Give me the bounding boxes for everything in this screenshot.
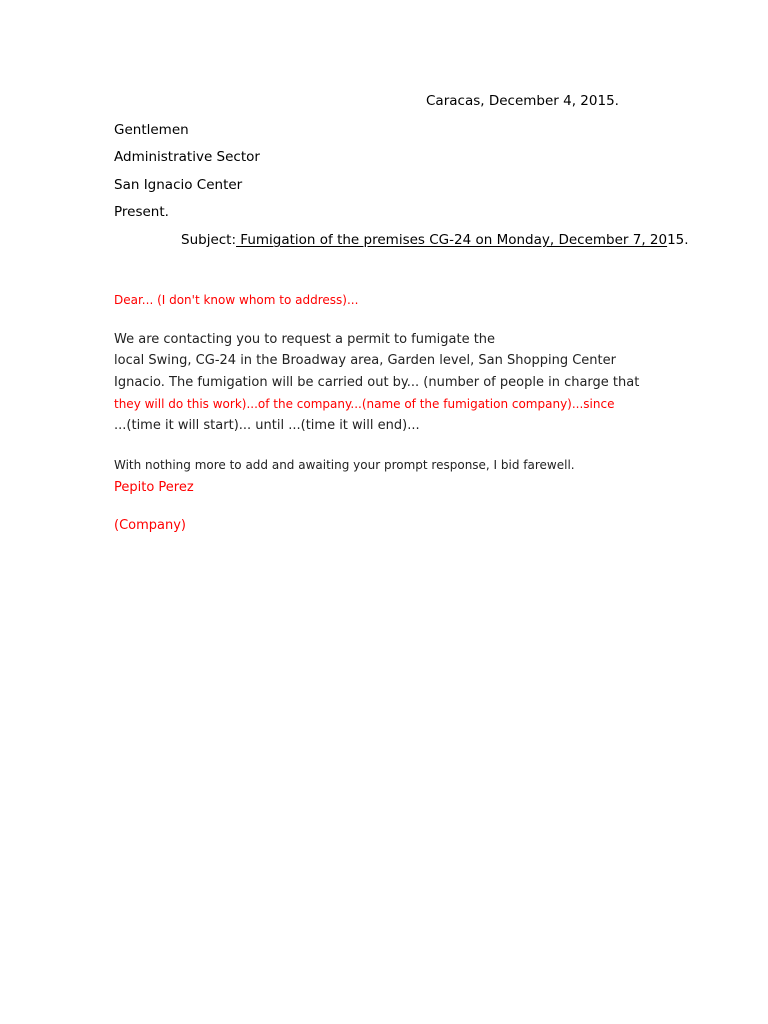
subject-label: Subject: (181, 232, 237, 248)
recipient-line-3: San Ignacio Center (114, 177, 243, 193)
body-line-4: they will do this work)...of the company...(name of the fumigation company)...since (114, 397, 615, 411)
letter-date: Caracas, December 4, 2015. (426, 93, 619, 109)
subject-tail: 15. (667, 232, 689, 248)
closing-line: With nothing more to add and awaiting your prompt response, I bid farewell. (114, 458, 575, 472)
signature-name: Pepito Perez (114, 480, 194, 495)
recipient-line-1: Gentlemen (114, 122, 189, 138)
body-line-5: ...(time it will start)... until ...(time it will end)... (114, 418, 420, 433)
salutation: Dear... (I don't know whom to address)... (114, 293, 359, 307)
recipient-line-2: Administrative Sector (114, 149, 260, 165)
body-line-1: We are contacting you to request a permit to fumigate the (114, 332, 496, 347)
body-line-2: local Swing, CG-24 in the Broadway area, Garden level, San Shopping Center (114, 353, 616, 368)
subject-text: Fumigation of the premises CG-24 on Monday, December 7, 20 (236, 232, 668, 248)
subject-line (181, 232, 689, 248)
recipient-line-4: Present. (114, 204, 169, 220)
body-line-3: Ignacio. The fumigation will be carried out by... (number of people in charge that (114, 375, 640, 390)
signature-company: (Company) (114, 518, 186, 533)
